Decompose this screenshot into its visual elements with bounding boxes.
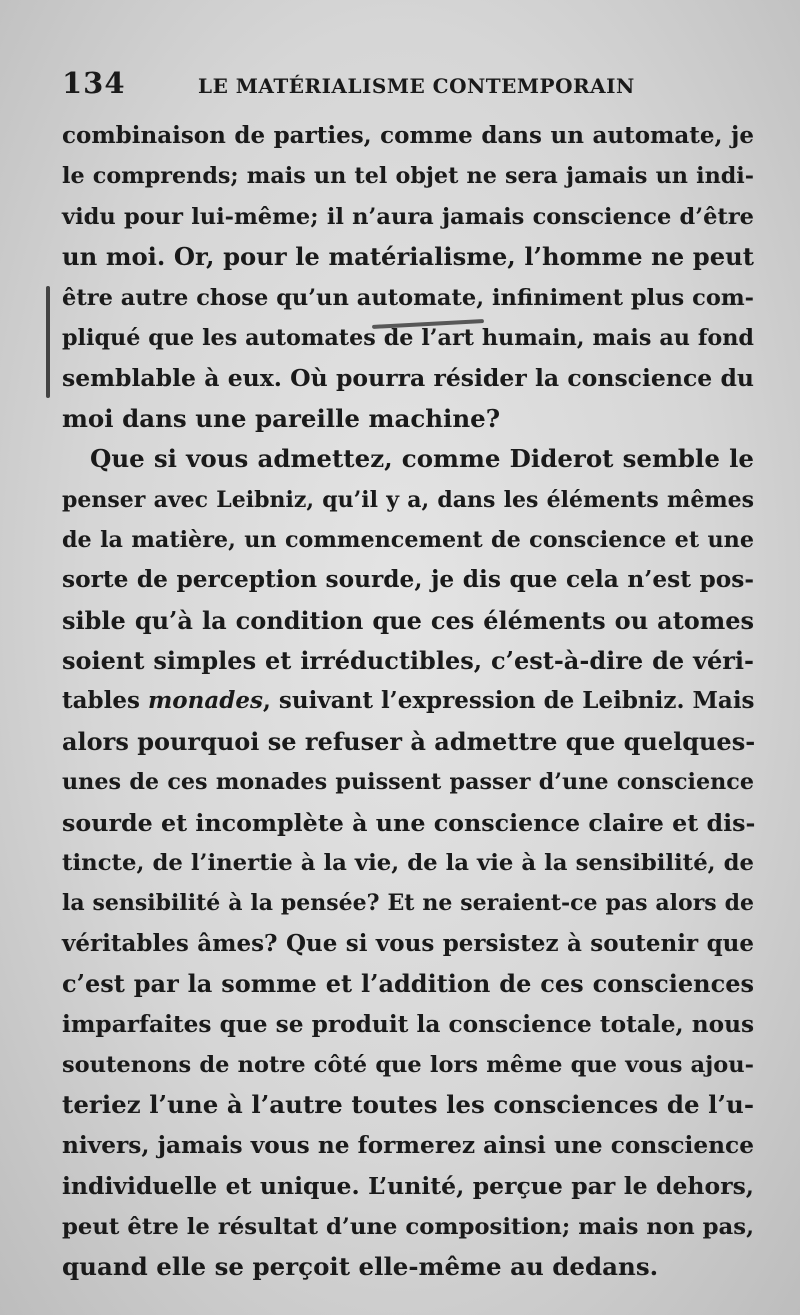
text-line: tables monades, suivant l’expression de Leibniz. Mais <box>62 687 755 715</box>
text-line: quand elle se perçoit elle-même au dedans. <box>62 1251 659 1281</box>
italic-word: monades <box>147 687 263 715</box>
text-line: le comprends; mais un tel objet ne sera jamais un indi- <box>62 163 754 190</box>
text-line: Que si vous admettez, comme Diderot semble le <box>90 444 754 474</box>
text-line: sible qu’à la condition que ces éléments ou atomes <box>62 605 754 635</box>
text-line: pliqué que les automates de l’art humain, mais au fond <box>62 324 754 351</box>
text-line: un moi. Or, pour le matérialisme, l’homme ne peut <box>62 242 754 272</box>
text-line: être autre chose qu’un automate, infiniment plus com- <box>62 284 754 311</box>
margin-pencil-mark <box>46 286 50 398</box>
text-line: teriez l’une à l’autre toutes les consciences de l’u- <box>62 1090 754 1120</box>
text-line: peut être le résultat d’une composition; mais non pas, <box>62 1213 754 1240</box>
text-line: sourde et incomplète à une conscience claire et dis- <box>62 808 756 837</box>
text-line: tincte, de l’inertie à la vie, de la vie à la sensibilité, de <box>62 850 754 877</box>
text-line: combinaison de parties, comme dans un automate, je <box>62 122 754 149</box>
text-line: penser avec Leibniz, qu’il y a, dans les éléments mêmes <box>62 486 754 513</box>
text-line: soutenons de notre côté que lors même que vous ajou- <box>62 1051 754 1078</box>
text-line: nivers, jamais vous ne formerez ainsi une conscience <box>62 1131 754 1159</box>
body-text <box>62 116 754 1287</box>
running-title: LE MATÉRIALISME CONTEMPORAIN <box>198 74 635 98</box>
text-line: imparfaites que se produit la conscience totale, nous <box>62 1010 755 1038</box>
text-line: individuelle et unique. L’unité, perçue par le dehors, <box>62 1172 754 1201</box>
text-line: véritables âmes? Que si vous persistez à soutenir que <box>62 929 754 957</box>
text-line: c’est par la somme et l’addition de ces consciences <box>62 969 754 999</box>
text-line: soient simples et irréductibles, c’est-à-dire de véri- <box>62 646 754 676</box>
text-line: moi dans une pareille machine? <box>62 403 501 433</box>
text-line: sorte de perception sourde, je dis que cela n’est pos- <box>62 566 754 594</box>
text-line: unes de ces monades puissent passer d’une conscience <box>62 769 754 796</box>
text-line: vidu pour lui-même; il n’aura jamais conscience d’être <box>62 203 754 230</box>
text-line: la sensibilité à la pensée? Et ne seraient-ce pas alors de <box>62 890 754 917</box>
page-number: 134 <box>62 66 126 100</box>
page-header <box>62 62 752 106</box>
text-line: semblable à eux. Où pourra résider la conscience du <box>62 364 754 393</box>
text-line: de la matière, un commencement de conscience et une <box>62 526 754 553</box>
text-line: alors pourquoi se refuser à admettre que quelques- <box>62 726 756 756</box>
